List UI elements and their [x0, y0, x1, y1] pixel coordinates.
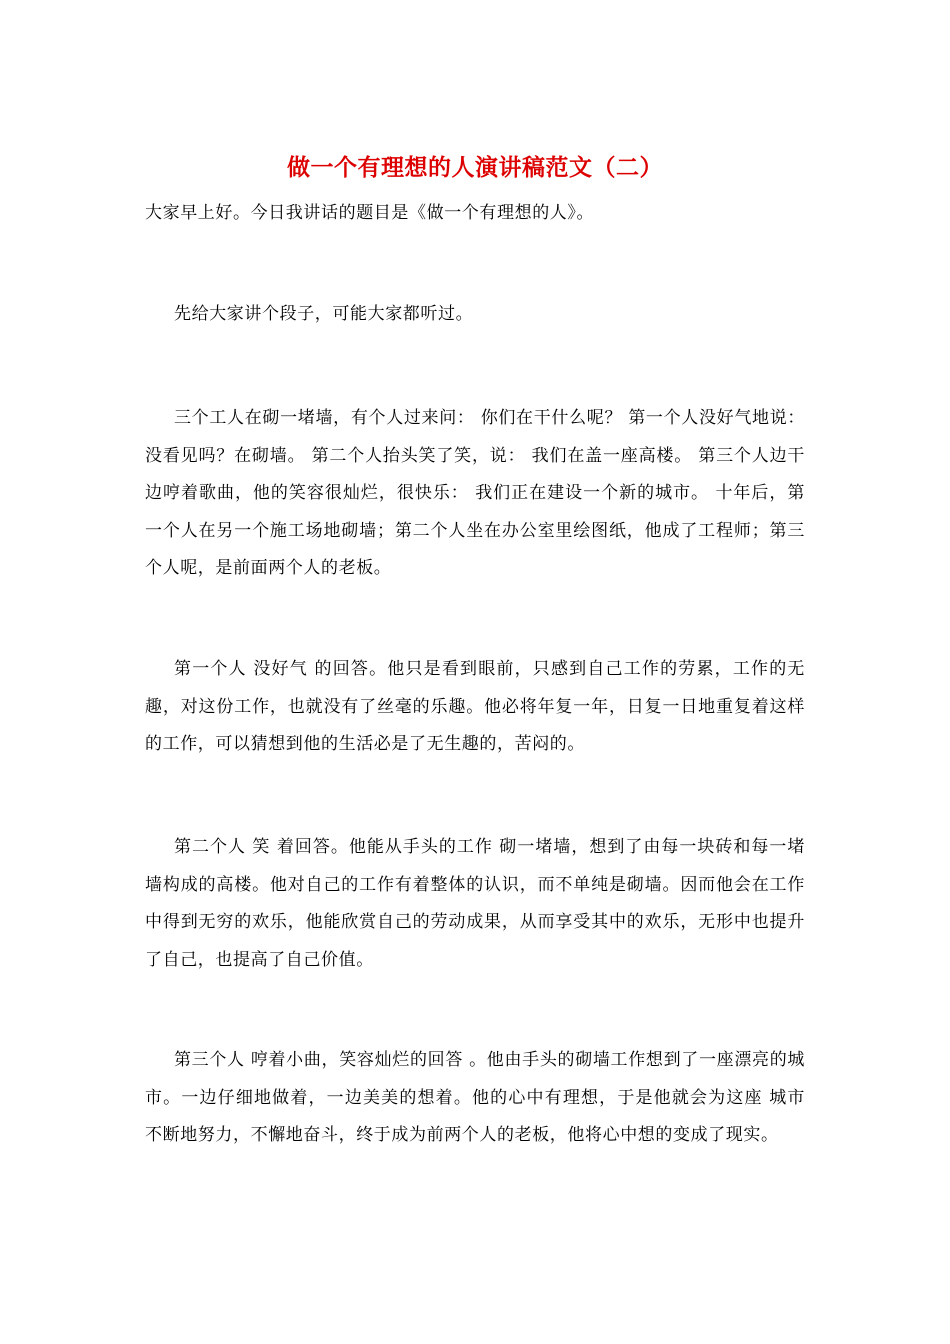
paragraph-third-worker: 第三个人 哼着小曲，笑容灿烂的回答 。他由手头的砌墙工作想到了一座漂亮的城市。一边仔细地做着，一边美美的想着。他的心中有理想，于是他就会为这座 城市 不断地努力，不懈地奋斗，终于成为前两个人的老板，他将心中想的变成了现实。: [145, 1050, 805, 1145]
paragraph-story: 三个工人在砌一堵墙，有个人过来问： 你们在干什么呢？ 第一个人没好气地说： 没看见吗？在砌墙。 第二个人抬头笑了笑，说： 我们在盖一座高楼。 第三个人边干边哼着歌曲，他的笑容很灿烂，很快乐： 我们正在建设一个新的城市。 十年后，第一个人在另一个施工场地砌墙；第二个人坐在办公室里绘图纸，他成了工程师；第三个人呢，是前面两个人的老板。: [145, 408, 805, 578]
paragraph-greeting: 大家早上好。今日我讲话的题目是《做一个有理想的人》。: [145, 203, 595, 223]
paragraph-second-worker: 第二个人 笑 着回答。他能从手头的工作 砌一堵墙，想到了由每一块砖和每一堵墙构成的高楼。他对自己的工作有着整体的认识，而不单纯是砌墙。因而他会在工作中得到无穷的欢乐，他能欣赏自己的劳动成果，从而享受其中的欢乐，无形中也提升了自己，也提高了自己价值。: [145, 837, 805, 970]
document-title: 做一个有理想的人演讲稿范文（二）: [287, 154, 663, 181]
paragraph-first-worker: 第一个人 没好气 的回答。他只是看到眼前，只感到自己工作的劳累，工作的无趣，对这份工作，也就没有了丝毫的乐趣。他必将年复一年，日复一日地重复着这样的工作，可以猜想到他的生活必是了无生趣的，苦闷的。: [145, 659, 805, 754]
paragraph-intro: 先给大家讲个段子，可能大家都听过。: [174, 304, 474, 324]
